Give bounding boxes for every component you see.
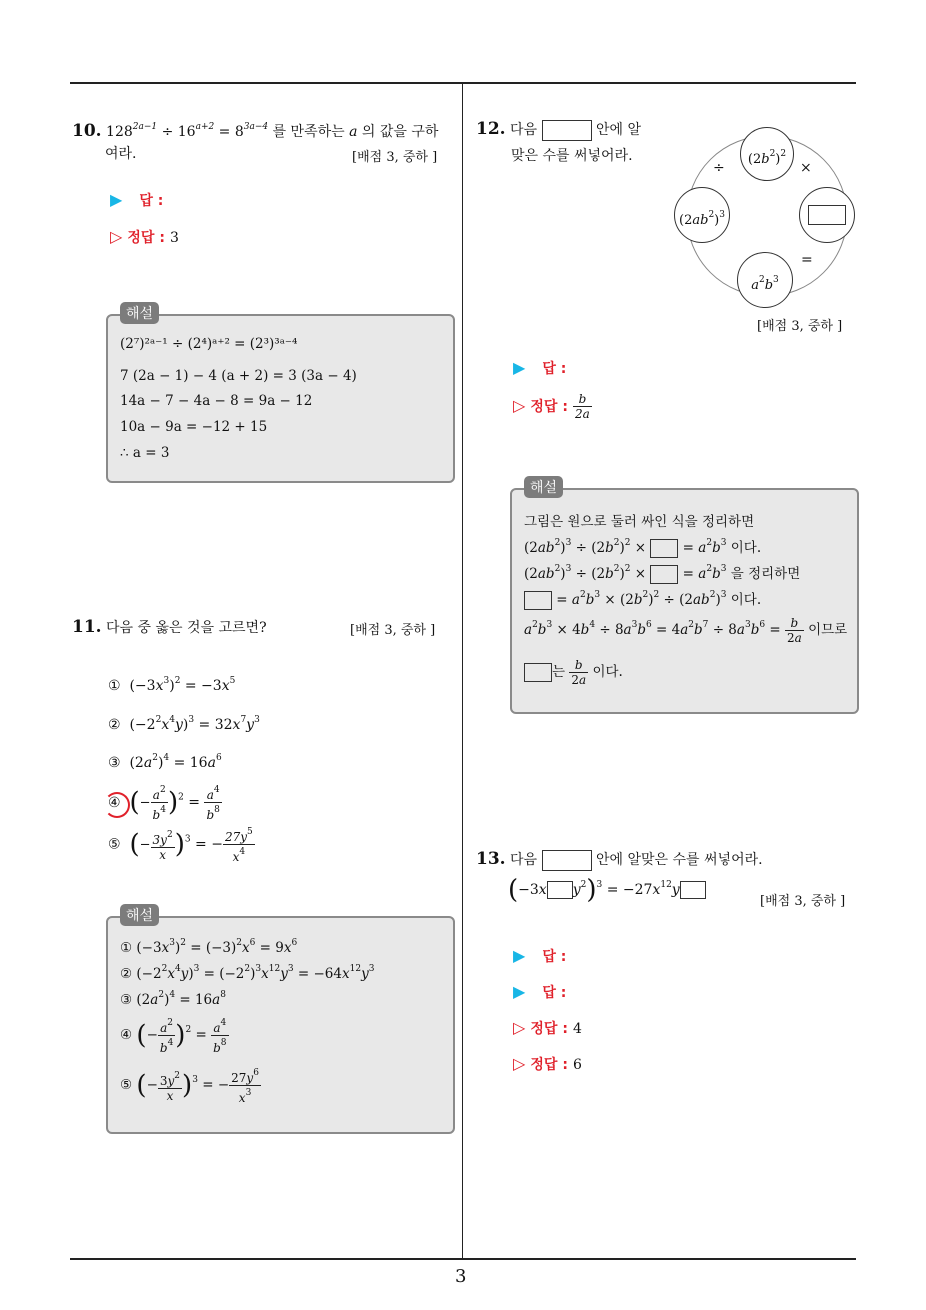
circle-bottom: $a^2b^3$ xyxy=(737,252,793,308)
question-11: 11. 다음 중 옳은 것을 고르면? xyxy=(72,617,267,637)
choice-2[interactable]: ② $(-2^2x^4y)^3 = 32x^7y^3$ xyxy=(108,715,260,733)
solution-line: 7 (2a − 1) − 4 (a + 2) = 3 (3a − 4) xyxy=(120,368,357,384)
question-10-line2: 여라. xyxy=(105,146,137,162)
blank-box xyxy=(542,850,592,871)
outline-triangle-icon: ▷ xyxy=(513,396,526,415)
page-number: 3 xyxy=(455,1266,467,1287)
solution-line: ∴ a = 3 xyxy=(120,445,170,461)
solution-line: 10a − 9a = −12 + 15 xyxy=(120,419,268,435)
solution-box xyxy=(106,916,455,1134)
solution-line: 그림은 원으로 둘러 싸인 식을 정리하면 xyxy=(524,514,755,530)
question-number: 11. xyxy=(72,617,102,637)
answer-row-1: ▶ 답 : xyxy=(513,946,567,965)
solution-line: $(2ab^2)^3 \div (2b^2)^2$ × = $a^2b^3$ 이다. xyxy=(524,538,762,556)
solution-line: ④ (− $\frac{a^2}{b^4}$ )$^2$ = $\frac{a^4}{b^8}$ xyxy=(120,1018,227,1055)
outline-triangle-icon: ▷ xyxy=(110,227,123,246)
circle-left: $(2ab^2)^3$ xyxy=(674,187,730,243)
question-number: 13. xyxy=(476,849,506,869)
answer-row: ▶ 답 : xyxy=(513,358,567,377)
question-12: 12. 다음 안에 알 xyxy=(476,119,642,139)
multiply-sign: × xyxy=(800,160,812,176)
answer-row: ▶ 답 : xyxy=(110,190,164,209)
question-number: 12. xyxy=(476,119,506,139)
correct-answer: 3 xyxy=(170,230,179,246)
correct-answer-row: ▷ 정답 : $\frac{b}{2a}$ xyxy=(513,392,590,421)
correct-answer: 6 xyxy=(573,1057,582,1073)
solution-line: ⑤ (− $\frac{3y^2}{x}$ )$^3$ = − $\frac{27y^6}{x^3}$ xyxy=(120,1068,259,1105)
top-rule xyxy=(70,82,856,84)
play-icon: ▶ xyxy=(513,946,526,965)
solution-box xyxy=(106,314,455,483)
choice-1[interactable]: ① $(-3x^3)^2 = -3x^5$ xyxy=(108,676,236,694)
solution-line: (2⁷)²ᵃ⁻¹ ÷ (2⁴)ᵃ⁺² = (2³)³ᵃ⁻⁴ xyxy=(120,336,298,352)
blank-box xyxy=(542,120,592,141)
question-12-line2: 맞은 수를 써넣어라. xyxy=(511,148,633,164)
selected-circle-mark xyxy=(104,792,130,818)
bottom-rule xyxy=(70,1258,856,1260)
choice-3[interactable]: ③ $(2a^2)^4 = 16a^6$ xyxy=(108,753,222,771)
solution-tab: 해설 xyxy=(524,476,563,498)
score-meta: [배점 3, 중하 ] xyxy=(350,623,436,638)
question-10: 10. $128^{2a-1} \div 16^{a+2} = 8^{3a-4}$ 를 만족하는 a 의 값을 구하 xyxy=(72,121,439,141)
question-13: 13. 다음 안에 알맞은 수를 써넣어라. xyxy=(476,849,763,869)
solution-box xyxy=(510,488,859,714)
equals-sign: = xyxy=(801,252,813,268)
play-icon: ▶ xyxy=(513,358,526,377)
correct-answer-row-2: ▷ 정답 : 6 xyxy=(513,1054,582,1073)
solution-line: $(2ab^2)^3 \div (2b^2)^2$ × = $a^2b^3$ 을 정리하면 xyxy=(524,564,801,582)
outline-triangle-icon: ▷ xyxy=(513,1054,526,1073)
choice-5[interactable]: ⑤ (− $\frac{3y^2}{x}$ )$^3$ = − $\frac{27y^5}{x^4}$ xyxy=(108,827,253,864)
solution-line: ③ $(2a^2)^4 = 16a^8$ xyxy=(120,990,226,1008)
score-meta: [배점 3, 중하 ] xyxy=(757,319,843,334)
choice-4[interactable]: ④ (− $\frac{a^2}{b^4}$ )$^2$ = $\frac{a^4}{b^8}$ xyxy=(108,783,222,822)
solution-line: 14a − 7 − 4a − 8 = 9a − 12 xyxy=(120,393,313,409)
answer-row-2: ▶ 답 : xyxy=(513,982,567,1001)
solution-line: $a^2b^3 \times 4b^4 \div 8a^3b^6 = 4a^2b^7 \div 8a^3b^6$ = $\frac{b}{2a}$ 이므로 xyxy=(524,616,848,645)
correct-answer: 4 xyxy=(573,1021,582,1037)
solution-tab: 해설 xyxy=(120,302,159,324)
score-meta: [배점 3, 중하 ] xyxy=(760,894,846,909)
solution-line: = $a^2b^3 \times (2b^2)^2 \div (2ab^2)^3$ 이다. xyxy=(524,588,761,610)
circle-right xyxy=(799,187,855,243)
solution-line: 는 $\frac{b}{2a}$ 이다. xyxy=(524,658,623,687)
solution-line: ② $(-2^2x^4y)^3 = (-2^2)^3x^{12}y^3 = -64x^{12}y^3$ xyxy=(120,964,375,982)
equation: $128^{2a-1} \div 16^{a+2} = 8^{3a-4}$ xyxy=(106,122,269,140)
divide-sign: ÷ xyxy=(713,160,725,176)
question-13-equation: (−3x $y^2)^3 = -27x^{12}y$ xyxy=(508,880,706,900)
circle-top: $(2b^2)^2$ xyxy=(740,127,794,181)
blank-box xyxy=(808,205,846,225)
correct-answer-row-1: ▷ 정답 : 4 xyxy=(513,1018,582,1037)
outline-triangle-icon: ▷ xyxy=(513,1018,526,1037)
correct-answer-row: ▷ 정답 : 3 xyxy=(110,227,179,246)
question-number: 10. xyxy=(72,121,102,141)
solution-line: ① $(-3x^3)^2 = (-3)^2x^6 = 9x^6$ xyxy=(120,938,298,956)
play-icon: ▶ xyxy=(110,190,123,209)
column-divider xyxy=(462,84,463,1260)
play-icon: ▶ xyxy=(513,982,526,1001)
solution-tab: 해설 xyxy=(120,904,159,926)
correct-answer: $\frac{b}{2a}$ xyxy=(575,392,590,421)
score-meta: [배점 3, 중하 ] xyxy=(352,150,438,165)
